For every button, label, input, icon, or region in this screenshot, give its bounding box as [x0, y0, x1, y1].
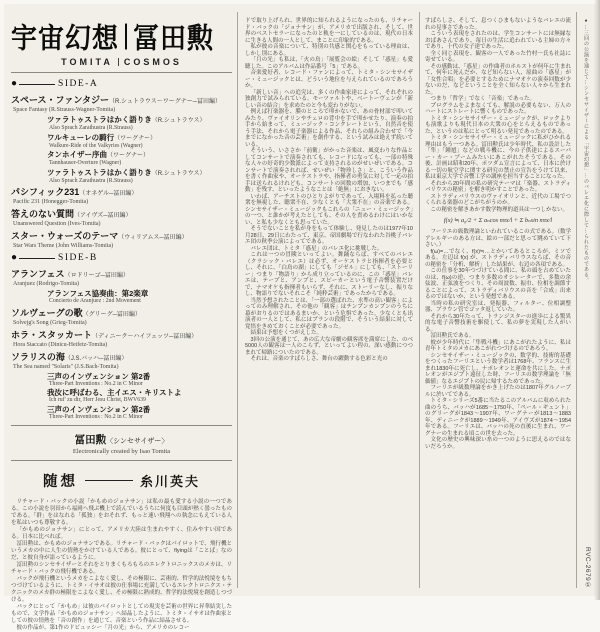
- essay-author: 糸川英夫: [139, 474, 200, 489]
- sub-track-item: [47, 389, 232, 404]
- track-item: [11, 209, 232, 228]
- essay-paragraph: すばらしさ、そして、息つくひまもないようなバレエの流れの見事さであった。: [425, 18, 571, 31]
- page-edge-shadow: [594, 0, 600, 600]
- track-title-en: Pacific 231 (Honegger-Tomita): [13, 199, 89, 205]
- essay-paragraph: f(ω)=…でなく、f(x)≒…とかいてあるところが、ミソである。左辺は f(x) が、ストラディバリウスならば、その音の秘密を「分析、解析」した結果が、右辺の各項である。: [425, 248, 571, 268]
- track-item: [11, 269, 232, 305]
- synthesizer-credit: [11, 432, 232, 455]
- essay-paragraph: この仕事を30年つづけている間に、私の頭を占めていたのは、f(ω)の逆、つまり多数のオシレーターで、多数の余弦波、正弦波をつくり、その周波数、振巾、位相を調節することによって、ストラディバリウスの音を「合成」出来るのではないか、という発想である。: [425, 268, 571, 300]
- essay-paragraph: 私が彼の音楽について、特別の共感と関心をもっている理由は、しかし別にある。: [245, 44, 413, 57]
- essay-paragraph: 「かもめのジョナサン」にとって、アメリカ大陸は生まれやすく、住みやすい国である。日本に比べれば。: [11, 527, 232, 540]
- track-title-en: Star Wars Theme (John Williams-Tomita): [13, 243, 114, 249]
- marker-dash: [19, 84, 55, 85]
- margin-note: ●…三回の公演を通じて…シンセサイザーによる「宇宙幻想」…のバレエ化に際して…られたものである。: [583, 18, 589, 283]
- bullet-icon: ●: [11, 78, 18, 89]
- track-item: [11, 231, 232, 250]
- essay-paragraph: つまり「哲学」でなく「音楽」であった。: [430, 96, 535, 102]
- essay-paragraph: 彼の作品が、第1作のドビュッシー「月の光」から、アメリカのレコー: [16, 625, 190, 631]
- track-title-ja: 我汝に呼ばわる、主イエス・キリストよ: [47, 388, 182, 397]
- track-title-en: Concierto de Aranjuez : 2nd Movement: [49, 298, 141, 304]
- track-title-en: Three-Part Inventions : No.2 in C Minor: [49, 413, 143, 420]
- track-title-ja: ホラ・スタッカート: [11, 329, 93, 340]
- track-title: [47, 151, 232, 160]
- essay-paragraph: いわば、アーチストのひとりよがりであって、入場料を払った聴衆を無視した、聴衆不在、少なくとも「大衆不在」の音楽である。シンセサイザー・ミュージックもこれらの「ニュー・ミュージック」の一つ、と誰かが考えたとしても、その人を責めるわけにはいかない、と私も少なくとも思っていた。: [245, 193, 413, 226]
- credit-role: 〈シンセサイザー〉: [106, 438, 169, 445]
- track-note: （ディニーク〜ハイフェッツ─冨田編）: [92, 333, 198, 340]
- sub-track-item: [47, 134, 232, 150]
- essay-paragraph: フーリエの級数理論といわれているこの式である。（数学アレルギーのある方は、絵の一部だと思って眺めていて下さい。）: [425, 229, 571, 248]
- track-note: （R.シュトラウス）: [151, 118, 206, 124]
- essay-paragraph: ドで取り上げられ、世界的に知られるようになったのも、リチャード・バックの「ジョナサン」が、アメリカで出版され、そして、世界のベストセラーになったのと軌を一にしているのは、現代の日本に生きる人間の一人として、まことに印象的である。: [245, 18, 413, 44]
- side-a-marker: [11, 79, 232, 89]
- credit-name: [11, 432, 232, 447]
- track-title-ja: パシフィック231: [11, 187, 80, 197]
- album-title-block: [11, 16, 232, 56]
- essay-paragraph: そういう、いささか「前衛」がかった音楽は、風変わりな作品としてコンサートで演奏されても、レコードになっても、一部の特殊な人々の好奇的少数派によって支持されるのがせいぜいである。コンサートで演奏されれば、せいぜい「物珍しさ」と、こういう作品を書く作曲家や、オーケストラや、指揮者の勇気に対して一応の拍手は送られるけれども、コンサートの回数の増加、いつまでも「感動」を残す、といったようなことは「絶無」におきない。: [245, 148, 413, 193]
- essay-paragraph: リチャード・バックの小説「かもめのジョナサン」は私の最も愛する小説の一つである。この小説を羽田から福岡へ飛ぶ機上で読んでいるうちに何度も目頭が熱く曇ったものである。「群」をはなれる「孤独」をおそれず、もっと速い飛翔への執念にもえている人を私はいつも尊敬する。: [11, 499, 232, 526]
- side-a-tracklist: [11, 95, 232, 250]
- track-title-ja: ソルヴェーグの歌: [11, 307, 83, 318]
- essay-paragraph: トミタ・シンセサイザー・ミュージックに私がひかれる理由はもう一つある。冨田勲氏は少年時代、私の設計した「隼」「鍾馗」などの戦斗機に、今の子供達によるスーパー・カー・ブームみたいにあこがれたそうである。その後、計画は昭和20年、ポツダム宣言によって、日本に於ける一切の航空学に関する研究の禁止の宣告をうけて以来、私は東京大学で音響工学の講座を担当することになった。: [425, 135, 571, 180]
- track-title: [47, 389, 232, 397]
- track-note: （R.シュトラウス〜ワーグナー─冨田編）: [109, 99, 221, 105]
- track-title: [11, 269, 232, 281]
- essay-paragraph: 「新しい音」への追究は、多くの作曲家達によって、それぞれの独創力で試みられている。モーツァルトや、ベートーヴェンが「新しい音の結合」を求めたのと今も変わりがない。: [245, 89, 413, 109]
- sub-track-item: [47, 151, 232, 167]
- track-note: （R.シュトラウス）: [151, 170, 206, 177]
- essay-paragraph: トミタ・シンセサイザー・ミュージックが、ロックよりも演歌よりも現代日本の大衆の心をとらえるものであった、というのは私にとって明るい発見であったのである。: [425, 115, 571, 135]
- essay-paragraph: 結果は予想をくつがえした。: [250, 330, 323, 336]
- essay-paragraph: それから30年たって、トランジスターの進歩による驚異的な電子音響技術を駆使して、私の夢を実現した人がいる。: [425, 313, 571, 333]
- track-title-ja: ソラリスの海: [11, 351, 65, 362]
- essay-paragraph: これは一つの冒険といってよい。舞踊ならば、すべてのバレエ（クラシック・バレエ）は必ず、オーケストラと指揮者を必要とし、それに、「白鳥の湖」にしても「ジゼル」にしても、「ストーリー」つまり「物語り」から成り立っているのに、この「惑星」バレエは、テープと、アンプと、スピーカーという電子音響装置だけで、ナマオケも指揮者もいらず、それに、ストーリーなし、振りなし、物語りでないそれこそ「純粋芸術」であったからである。: [245, 252, 413, 297]
- column-rule-1: [237, 12, 238, 588]
- track-title: [47, 116, 232, 125]
- essay-paragraph: 例えば打楽器を、膜のところで叩かないで、あの骨材部で叩いてみたり、ヴァイオリンやチェロの背中を手で叩かせたり、演奏の拍手から始まって、ミュージック・コンクレートという、自然音を使う手法、それから電子楽器による作品、それらの組み合わせで「今までになかった音の芸術」を創作する、という試みは絶えず続いている。: [245, 109, 413, 148]
- track-title: [47, 406, 232, 414]
- subtitle-right: COSMOS: [123, 57, 182, 67]
- track-title: [11, 330, 232, 342]
- track-item: [11, 95, 232, 184]
- essay-paragraph: 彼が少年時代に「隼戦斗機」にあこがれたように、私は青年トミタのメカにあこがれつづけるのであろう。: [425, 339, 571, 352]
- column-rule-3: [576, 12, 577, 588]
- horizontal-rule: [11, 425, 232, 426]
- essay-paragraph: トミタ・シリーズ5番に当たるこのアルバムに収められた曲のうち、バッハが1685〜1750年、「ペール・ギュント」のグリーグが1843〜1907年、ワーグナーが1813〜1883年、ディニークが1889〜1949年、アイヴズが1874〜1954年である。フーリエは、バッハの死の直後に生まれ、ワーグナーの生まれる頃この世を去った。: [425, 398, 571, 437]
- sub-track-item: [47, 373, 232, 388]
- track-note: （J.S.バッハ─冨田編）: [64, 355, 128, 362]
- track-title-ja: スター・ウォーズのテーマ: [11, 231, 119, 241]
- track-title-ja: タンホイザー序曲: [47, 150, 107, 159]
- essay-paragraph: バックが飛行機というメカをこよなく愛し、その極限に、芸術的、哲学的法悦境をもちつづけているように、トミタ・イサオは彼の仕事場に充満しているエレクトロニクス・テクニックのメカ群の極限をこよなく愛し、その極限に熟成的、哲学的法悦境を創造しつづける。: [11, 576, 232, 603]
- paper-background: [4, 4, 596, 631]
- essay-paragraph: それから20年間の私の研究テーマは「楽器、ストラディバリウスの秘密」を解き明かすことであった。: [425, 180, 571, 193]
- track-item: [11, 308, 232, 327]
- track-title-en: The Sea named "Solaris" (J.S.Bach-Tomita): [13, 363, 119, 370]
- essay-paragraph: ストラディバリウスのヴァイオリンと、近代の工場でつくられる楽器のどこがちがうのか。: [425, 193, 571, 206]
- track-title-en: Tannhauser-Overture (Wagner): [49, 160, 122, 166]
- track-note: （オネゲル─冨田編）: [79, 191, 138, 197]
- essay-paragraph: こういう表現をされたのは、学生コンサートには無縁なおばあさんであり、毎日の生活に追われている主婦の方々であり、十代の女子達であった。: [425, 31, 571, 50]
- essay-paragraph: 冨田勲のシンセサイザーとそれをとりまくもろもろのエレクトロニックスのメカは、リチャード・バックの飛行機である。: [11, 562, 232, 575]
- track-title: [11, 352, 232, 364]
- essay-paragraph: 冨田勲氏である。: [430, 333, 475, 339]
- side-b-marker: [11, 253, 232, 263]
- track-note: （ワーグナー）: [114, 135, 157, 142]
- side-b-label: SIDE-B: [58, 253, 98, 263]
- essay-column-1: [11, 499, 232, 632]
- sub-track-list: [47, 373, 232, 421]
- subtitle-left: TOMITA: [61, 57, 113, 67]
- fourier-formula: f(x) ≒ a₀/2 + Σ aₙcos nπx/l + Σ bₙsin nπx/l: [443, 217, 553, 224]
- track-title-ja: 答えのない質問: [11, 209, 75, 219]
- album-title: 宇宙幻想: [11, 21, 120, 54]
- essay-paragraph: 当時の私の研究室は、発振器、フィルター、位相調整器、ブラウン管でゴッタ返していた。: [425, 300, 571, 313]
- title-divider: [125, 23, 127, 49]
- track-title-ja: ワルキューレの騎行: [47, 132, 115, 142]
- track-title-en: Walkure-Ride of the Valkyries (Wagner): [49, 142, 143, 149]
- track-title-en: Three-Part Inventions : No.2 in C Minor: [49, 380, 143, 387]
- track-title-ja: ツァラトゥストラはかく語りき: [47, 167, 152, 177]
- essay-paragraph: そうでないことを私が身をもって体験し、発見したのは1977年10月28日、29日にわたって、東京、帝国劇場で行なわれた谷桃子バレエ団の秋季公演によってである。: [245, 226, 413, 245]
- essay-paragraph: バックにとって「かもめ」は彼のパイロットとしての現実を芸術の世界に昇華結実したもので、文学作品「かもめのジョナサン」へ結晶したように、トミタ・イサオは作曲家としての彼の情熱を「音の創作」を通じて、音楽という作品に結晶させる。: [11, 604, 232, 624]
- essay-paragraph: 当然予想されたことは、「一部の選ばれた、水準の高い観客」によってのみ理解され、その他の「観客」はチンプンカンプンのうちに幕がおりるのではあるまいか、という危惧であった。少なくとも出演者の一人として、私にはプランの段階で、そういう結果に対して覚悟をきめておくことが必要であった。: [245, 297, 413, 330]
- sub-track-list: [47, 116, 232, 184]
- track-title-en: Also Sprach Zarathustra (R.Strauss): [49, 177, 133, 184]
- track-title-en: Aranjuez (Rodrigo-Tomita): [13, 281, 80, 287]
- track-title: [11, 95, 232, 107]
- track-title: [47, 373, 232, 381]
- track-title-en: Ich ruf' zu dir, Herr Jesu Christ, BWV639: [49, 397, 146, 403]
- essay-paragraph: 「月の光」も私は、「火の鳥」「展覧会の絵」そして「惑星」も愛聴した。このアルバムは作品番号「5」である。: [245, 57, 413, 70]
- track-item: [11, 352, 232, 421]
- horizontal-rule: [11, 460, 232, 461]
- essay-column-3: [425, 18, 571, 450]
- essay-paragraph: この秘密を解きあかす数学物理的道具は一つしかない。: [430, 206, 569, 213]
- artist-name: 冨田勲: [133, 21, 215, 54]
- essay-paragraph: 全く同じ表現を、観客の一人であった竹村一氏も社誌に寄せている。: [425, 50, 571, 63]
- side-b-tracklist: [11, 269, 232, 420]
- track-note: （ワーグナー）: [107, 153, 150, 159]
- track-title-ja: 三声のインヴェンション 第2番: [47, 404, 151, 414]
- track-title-en: Space Fantasy (R.Strauss-Wagner-Tomita): [13, 107, 116, 113]
- marker-dash: [19, 258, 55, 259]
- credit-artist: 冨田勲: [74, 434, 107, 446]
- track-note: （ロドリーゴ─冨田編）: [64, 273, 129, 279]
- essay-paragraph: バレエ団は、トミタ「惑星」のバレエ化に挑戦した。: [250, 245, 383, 252]
- sub-track-item: [47, 406, 232, 421]
- track-title-en: Hora Staccato (Dinicu-Heifetz-Tomita): [13, 341, 108, 348]
- sub-track-item: [47, 169, 232, 185]
- track-note: （ウィリアムス─冨田編）: [118, 235, 188, 241]
- track-note: （アイヴズ─冨田編）: [74, 213, 132, 219]
- track-title: [11, 187, 232, 199]
- track-item: [11, 187, 232, 206]
- essay-title-dash: [85, 480, 133, 481]
- column-rule-2: [419, 12, 420, 588]
- track-title-ja: アランフェス協奏曲：第2楽章: [47, 289, 149, 298]
- essay-header: [11, 470, 232, 491]
- track-title: [47, 169, 232, 178]
- track-title: [11, 209, 232, 221]
- credit-english: Electronically created by Isao Tomita: [72, 448, 171, 455]
- track-title-ja: ツァラトゥストラはかく語りき: [47, 115, 152, 124]
- track-title: [11, 308, 232, 320]
- essay-column-2: [245, 18, 413, 363]
- essay-paragraph: プログラムをよまなくても、解説の必要もない、万人のハートにストレートに響くものであった。: [425, 102, 571, 115]
- track-title-ja: アランフェス: [11, 269, 65, 279]
- track-title: [11, 231, 232, 243]
- side-a-label: SIDE-A: [58, 79, 99, 89]
- sub-track-item: [47, 290, 232, 305]
- track-title-ja: 三声のインヴェンション 第2番: [47, 371, 151, 381]
- track-title-ja: スペース・ファンタジー: [11, 95, 110, 105]
- essay-paragraph: 冨田勲は、かもめのジョナサンである。リチャード・バックはパイロットで、飛行機というメカの中に人生の情熱をかけている人である。彼にとって、flyingは「ことば」なのだ、と彼自身が語っているように。: [11, 541, 232, 561]
- horizontal-rule: [11, 72, 232, 73]
- track-title-en: Unanswered Question (Ives-Tomita): [13, 221, 101, 227]
- left-panel: [11, 16, 232, 632]
- essay-paragraph: それは、音楽のすばらしさ、舞台の躍動する色彩と光の: [250, 356, 388, 362]
- track-title-en: Also Sprach Zarathustra (R.Strauss): [49, 125, 133, 131]
- essay-paragraph: 音楽愛好者、レコード・ファンによって、トミタ・シンセサイザー・ミュージックとは、どういう地位を与えられているのであろうか。: [245, 70, 413, 89]
- track-note: （グリーグ─冨田編）: [82, 311, 141, 318]
- track-title: [47, 134, 232, 143]
- track-title: [47, 290, 232, 298]
- catalog-number: RVC-2679①: [584, 547, 591, 590]
- track-title-en: Solvejg's Song (Grieg-Tomita): [13, 319, 87, 326]
- essay-paragraph: 3回の公演を通じて、あの広大な帝劇の観客席を満席にした、のべ5000人の観客は一人のこらず、といってよい程の、深い感動につつまれて帰路についたのである。: [245, 336, 413, 356]
- bullet-icon: ●: [11, 252, 18, 263]
- essay-paragraph: フーリエが級数理論をかき上げたのは1807年グルノーブルに於いてである。: [425, 385, 571, 398]
- essay-paragraph: 文化の歴史の興味深い糸の一つのように思えるのではないだろうか。: [425, 437, 571, 450]
- essay-title: 随想: [42, 474, 78, 490]
- sub-track-item: [47, 116, 232, 132]
- subtitle: [11, 57, 232, 67]
- essay-paragraph: その感動は、「惑星」の作曲者のホルストが何年に生まれて、何年に死んだか、など知らない人、原曲の「惑星」が「女性合唱」を必要とするためにナマオケの演奏回数が少ないのだ、などということを全く知らない人々から生まれた。: [425, 63, 571, 96]
- track-item: [11, 330, 232, 349]
- margin-strip: [579, 18, 595, 592]
- essay-paragraph: シンセサイザー・ミュージックの、数学的、技術的基礎をつくったフーリエという数学者は1768年、フランスに生まれ1830年に死亡し、ナポレオンと運命を共にした。ナポレオンがエジプト遠征した時、フーリエの数学理論を「無価値」なるエジプトの民に帰するためであった。: [425, 352, 571, 385]
- subtitle-divider: [118, 58, 119, 66]
- sub-track-list: [47, 290, 232, 305]
